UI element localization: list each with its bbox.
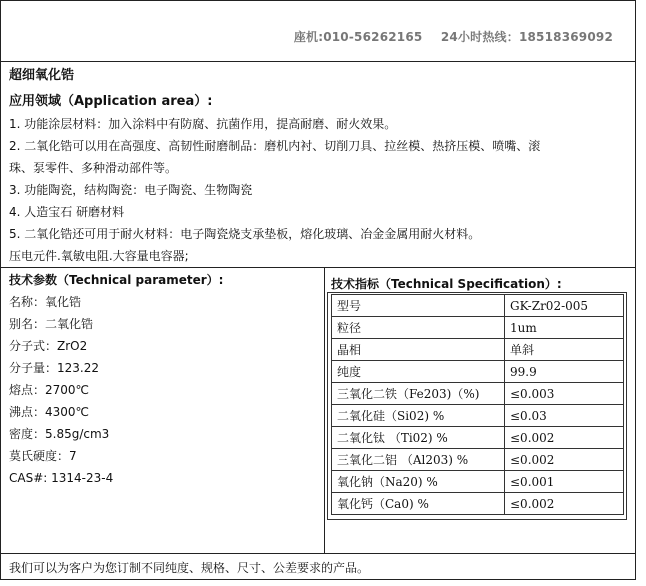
parameter-row: CAS#: 1314-23-4: [9, 471, 114, 485]
spec-value-cell: GK-Zr02-005: [505, 295, 624, 317]
spec-name-cell: 二氧化硅（Si02) %: [332, 405, 505, 427]
parameter-row: 名称：氧化锆: [9, 295, 82, 309]
table-row: [332, 449, 624, 471]
intro-section: [9, 65, 631, 267]
parameter-row: 熔点：2700℃: [9, 383, 90, 397]
spec-value-cell: 1um: [505, 317, 624, 339]
product-title: 超细氧化锆: [9, 68, 75, 83]
column-divider: [324, 267, 325, 553]
parameter-row: 分子式：ZrO2: [9, 339, 88, 353]
spec-name-cell: 氧化钠（Na20) %: [332, 471, 505, 493]
specification-heading: 技术指标（Technical Specification）:: [331, 277, 562, 291]
parameter-row: 密度：5.85g/cm3: [9, 427, 110, 441]
parameter-row: 别名：二氧化锆: [9, 317, 94, 331]
parameter-row: 分子量：123.22: [9, 361, 99, 375]
contact-info: [280, 28, 613, 45]
spec-name-cell: 二氧化钛 （Ti02) %: [332, 427, 505, 449]
application-line: 4. 人造宝石 研磨材料: [9, 205, 125, 219]
spec-name-cell: 三氧化二铝 （Al203) %: [332, 449, 505, 471]
hotline-label: 24小时热线：18518369092: [440, 30, 613, 44]
spec-value-cell: 99.9: [505, 361, 624, 383]
section-divider: [1, 267, 635, 268]
spec-value-cell: ≤0.001: [505, 471, 624, 493]
spec-name-cell: 粒径: [332, 317, 505, 339]
footer-divider: [1, 553, 635, 554]
footer-note: 我们可以为客户为您订制不同纯度、规格、尺寸、公差要求的产品。: [9, 561, 370, 575]
application-line: 1. 功能涂层材料：加入涂料中有防腐、抗菌作用，提高耐磨、耐火效果。: [9, 117, 397, 131]
application-line: 2. 二氧化锆可以用在高强度、高韧性耐磨制品：磨机内衬、切削刀具、拉丝模、热挤压模、喷嘴、滚: [9, 139, 541, 153]
application-line: 压电元件.氧敏电阻.大容量电容器;: [9, 249, 189, 263]
spec-name-cell: 型号: [332, 295, 505, 317]
spec-name-cell: 氧化钙（Ca0) %: [332, 493, 505, 515]
table-row: [332, 427, 624, 449]
spec-value-cell: ≤0.03: [505, 405, 624, 427]
spec-value-cell: ≤0.002: [505, 493, 624, 515]
table-row: [332, 317, 624, 339]
table-row: [332, 295, 624, 317]
spec-value-cell: ≤0.002: [505, 427, 624, 449]
table-row: [332, 493, 624, 515]
spec-value-cell: 单斜: [505, 339, 624, 361]
table-row: [332, 339, 624, 361]
application-line: 5. 二氧化锆还可用于耐火材料：电子陶瓷烧支承垫板，熔化玻璃、冶金金属用耐火材料。: [9, 227, 481, 241]
application-heading: 应用领域（Application area）:: [9, 94, 213, 109]
spec-value-cell: ≤0.003: [505, 383, 624, 405]
spec-name-cell: 三氧化二铁（Fe203)（%): [332, 383, 505, 405]
spec-name-cell: 晶相: [332, 339, 505, 361]
specification-table: [331, 294, 624, 515]
application-line: 珠、泵零件、多种滑动部件等。: [9, 161, 178, 175]
header-bar: [1, 1, 635, 62]
application-line: 3. 功能陶瓷，结构陶瓷：电子陶瓷、生物陶瓷: [9, 183, 253, 197]
table-row: [332, 471, 624, 493]
spec-value-cell: ≤0.002: [505, 449, 624, 471]
parameter-row: 沸点：4300℃: [9, 405, 90, 419]
phone-label: 座机:010-56262165: [293, 30, 423, 44]
parameters-heading: 技术参数（Technical parameter）:: [9, 273, 224, 287]
spec-name-cell: 纯度: [332, 361, 505, 383]
parameter-row: 莫氏硬度：7: [9, 449, 77, 463]
table-row: [332, 383, 624, 405]
table-row: [332, 361, 624, 383]
table-row: [332, 405, 624, 427]
technical-parameters: [9, 269, 319, 489]
